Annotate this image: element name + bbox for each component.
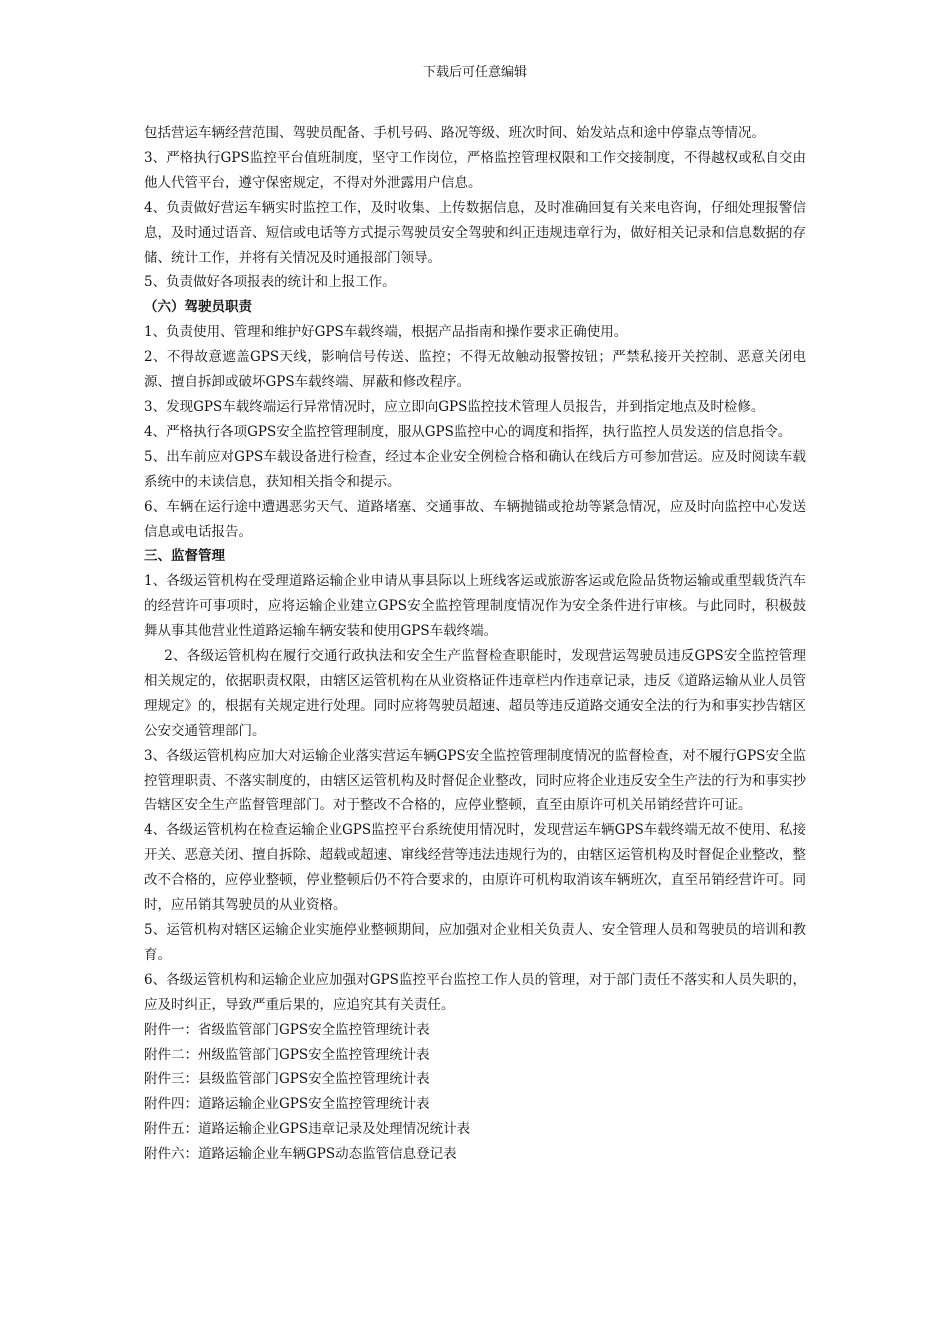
paragraph: 2、各级运管机构在履行交通行政执法和安全生产监督检查职能时，发现营运驾驶员违反GPS安全监控管理相关规定的，依据职责权限，由辖区运管机构在从业资格证件违章栏内作违章记录，违反《道路运输从业人员管理规定》的，根据有关规定进行处理。同时应将驾驶员超速、超员等违反道路交通安全法的行为和事实抄告辖区公安交通管理部门。 [144,648,806,739]
page-header: 下载后可任意编辑 [422,65,527,80]
section-heading: （六）驾驶员职责 [144,299,252,316]
paragraph: 4、负责做好营运车辆实时监控工作，及时收集、上传数据信息，及时准确回复有关来电咨询，仔细处理报警信息，及时通过语音、短信或电话等方式提示驾驶员安全驾驶和纠正违规违章行为，做好相关记录和信息数据的存储、统计工作，并将有关情况及时通报部门领导。 [144,199,806,266]
attachment-item: 附件一：省级监管部门GPS安全监控管理统计表 [144,1021,430,1038]
paragraph: 包括营运车辆经营范围、驾驶员配备、手机号码、路况等级、班次时间、始发站点和途中停靠点等情况。 [144,125,765,141]
paragraph: 3、各级运管机构应加大对运输企业落实营运车辆GPS安全监控管理制度情况的监督检查，对不履行GPS安全监控管理职责、不落实制度的，由辖区运管机构及时督促企业整改，同时应将企业违反安全生产法的行为和事实抄告辖区安全生产监督管理部门。对于整改不合格的，应停业整顿，直至由原许可机关吊销经营许可证。 [144,747,806,814]
section-heading: 三、监督管理 [144,548,225,565]
paragraph: 3、发现GPS车载终端运行异常情况时，应立即向GPS监控技术管理人员报告，并到指定地点及时检修。 [144,398,765,415]
paragraph: 6、车辆在运行途中遭遇恶劣天气、道路堵塞、交通事故、车辆抛锚或抢劫等紧急情况，应及时向监控中心发送信息或电话报告。 [144,498,806,540]
paragraph: 5、负责做好各项报表的统计和上报工作。 [144,274,396,291]
attachment-item: 附件三：县级监管部门GPS安全监控管理统计表 [144,1071,430,1088]
document-body [144,121,806,1167]
paragraph: 2、不得故意遮盖GPS天线，影响信号传送、监控；不得无故触动报警按钮；严禁私接开关控制、恶意关闭电源、擅自拆卸或破坏GPS车载终端、屏蔽和修改程序。 [144,349,806,391]
paragraph: 1、各级运管机构在受理道路运输企业申请从事县际以上班线客运或旅游客运或危险品货物运输或重型载货汽车的经营许可事项时，应将运输企业建立GPS安全监控管理制度情况作为安全条件进行审核。与此同时，积极鼓舞从事其他营业性道路运输车辆安装和使用GPS车载终端。 [144,573,806,640]
attachment-item: 附件二：州级监管部门GPS安全监控管理统计表 [144,1046,430,1063]
paragraph: 6、各级运管机构和运输企业应加强对GPS监控平台监控工作人员的管理，对于部门责任不落实和人员失职的，应及时纠正，导致严重后果的，应追究其有关责任。 [144,971,806,1013]
paragraph: 4、严格执行各项GPS安全监控管理制度，服从GPS监控中心的调度和指挥，执行监控人员发送的信息指令。 [144,423,792,440]
attachment-item: 附件五：道路运输企业GPS违章记录及处理情况统计表 [144,1121,471,1138]
attachment-item: 附件四：道路运输企业GPS安全监控管理统计表 [144,1096,430,1113]
paragraph: 4、各级运管机构在检查运输企业GPS监控平台系统使用情况时，发现营运车辆GPS车载终端无故不使用、私接开关、恶意关闭、擅自拆除、超载或超速、窜线经营等违法违规行为的，由辖区运管机构及时督促企业整改，整改不合格的，应停业整顿，停业整顿后仍不符合要求的，由原许可机构取消该车辆班次，直至吊销经营许可。同时，应吊销其驾驶员的从业资格。 [144,822,806,914]
paragraph: 5、出车前应对GPS车载设备进行检查，经过本企业安全例检合格和确认在线后方可参加营运。应及时阅读车载系统中的未读信息，获知相关指令和提示。 [144,448,806,490]
paragraph: 3、严格执行GPS监控平台值班制度，坚守工作岗位，严格监控管理权限和工作交接制度，不得越权或私自交由他人代管平台，遵守保密规定，不得对外泄露用户信息。 [144,149,806,191]
paragraph: 5、运管机构对辖区运输企业实施停业整顿期间，应加强对企业相关负责人、安全管理人员和驾驶员的培训和教育。 [144,922,806,963]
attachment-item: 附件六：道路运输企业车辆GPS动态监管信息登记表 [144,1146,457,1163]
paragraph: 1、负责使用、管理和维护好GPS车载终端，根据产品指南和操作要求正确使用。 [144,324,628,341]
